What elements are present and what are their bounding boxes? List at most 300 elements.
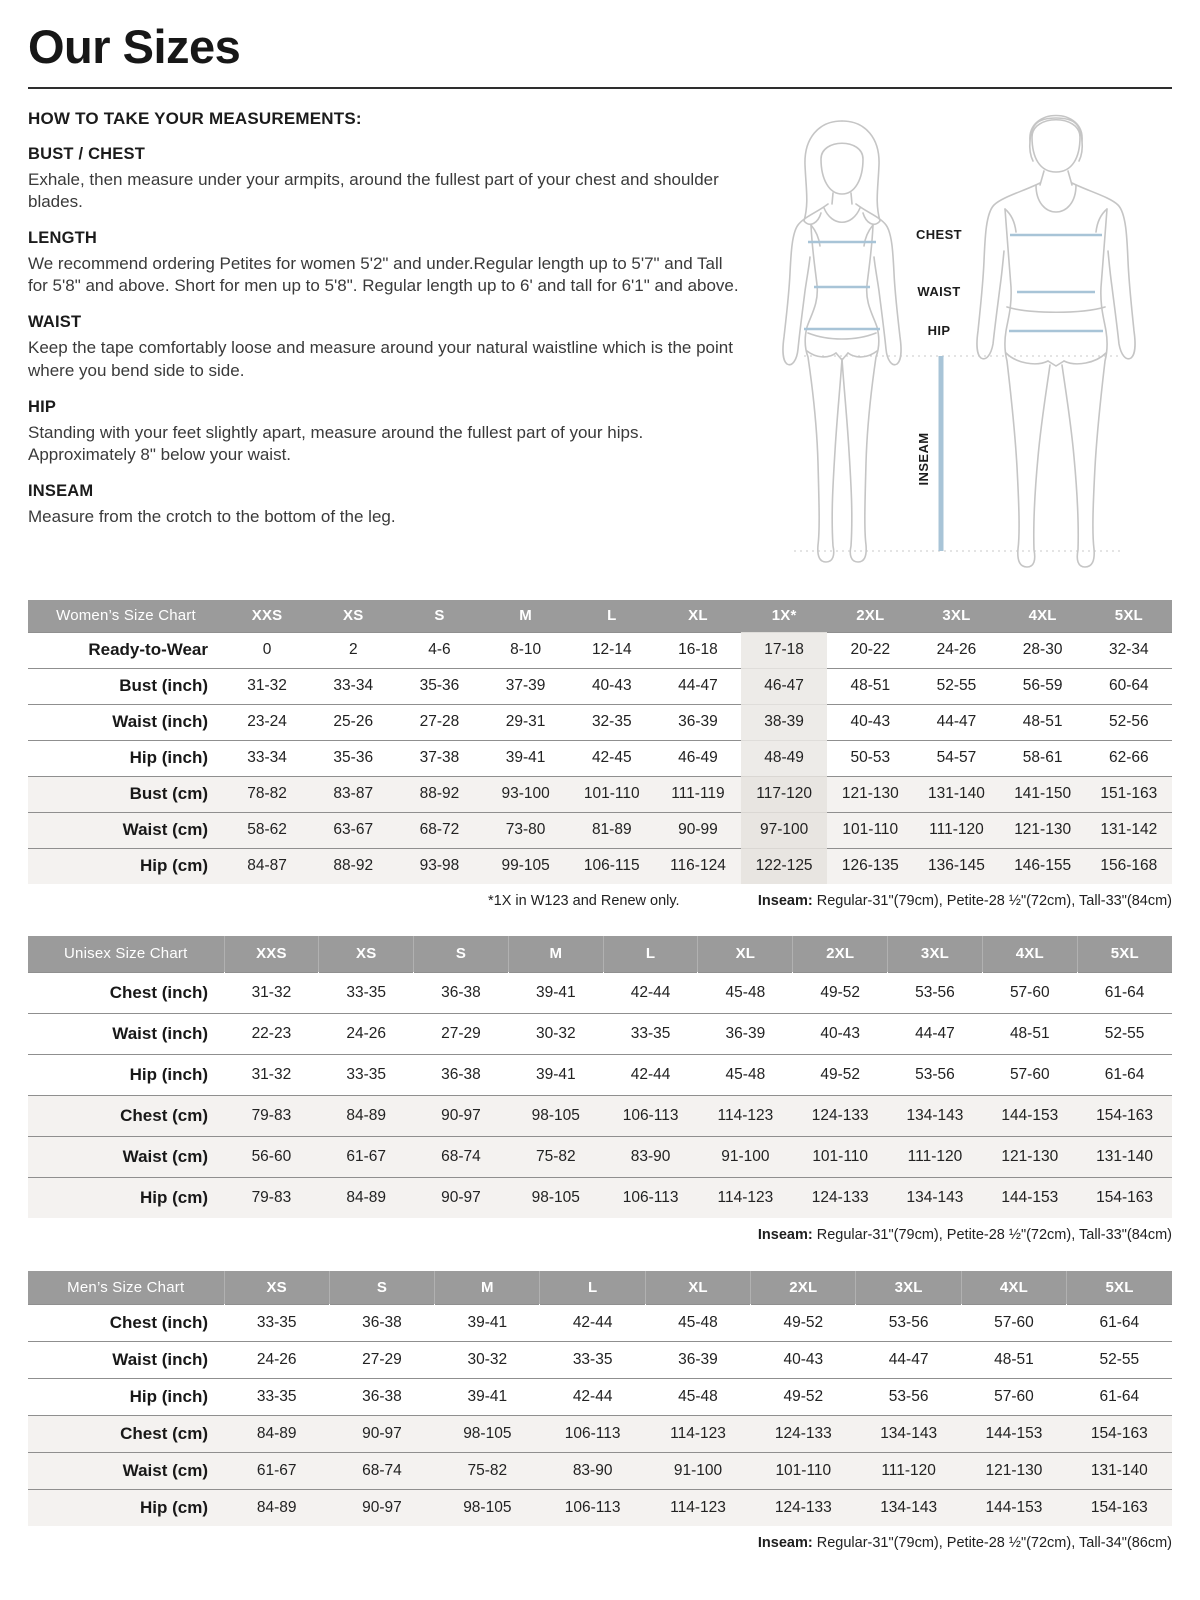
value-cell: 48-51 — [982, 1013, 1077, 1054]
table-header-row — [28, 600, 1172, 632]
value-cell: 84-89 — [224, 1489, 329, 1526]
value-cell: 4-6 — [396, 632, 482, 668]
value-cell: 73-80 — [483, 812, 569, 848]
row-label: Waist (inch) — [28, 704, 224, 740]
value-cell: 98-105 — [508, 1177, 603, 1218]
table-title: Women’s Size Chart — [28, 600, 224, 632]
value-cell: 35-36 — [396, 668, 482, 704]
value-cell: 81-89 — [569, 812, 655, 848]
section-title: WAIST — [28, 313, 82, 332]
row-label: Chest (inch) — [28, 972, 224, 1013]
value-cell: 42-45 — [569, 740, 655, 776]
value-cell: 42-44 — [540, 1304, 645, 1341]
value-cell: 56-60 — [224, 1136, 319, 1177]
mens-size-chart-table — [28, 1271, 1172, 1526]
value-cell: 154-163 — [1067, 1489, 1172, 1526]
value-cell: 114-123 — [645, 1489, 750, 1526]
value-cell: 33-35 — [224, 1378, 329, 1415]
value-cell: 37-38 — [396, 740, 482, 776]
value-cell: 24-26 — [224, 1341, 329, 1378]
value-cell: 90-99 — [655, 812, 741, 848]
value-cell: 29-31 — [483, 704, 569, 740]
row-label: Bust (inch) — [28, 668, 224, 704]
value-cell: 39-41 — [435, 1378, 540, 1415]
value-cell: 144-153 — [982, 1095, 1077, 1136]
value-cell: 83-87 — [310, 776, 396, 812]
table-row — [28, 1054, 1172, 1095]
value-cell: 24-26 — [913, 632, 999, 668]
value-cell: 49-52 — [793, 1054, 888, 1095]
value-cell: 53-56 — [856, 1378, 961, 1415]
value-cell: 12-14 — [569, 632, 655, 668]
row-label: Hip (cm) — [28, 848, 224, 884]
size-column-header: L — [540, 1271, 645, 1304]
value-cell: 40-43 — [827, 704, 913, 740]
instruction-section-waist — [28, 313, 740, 381]
table-row — [28, 632, 1172, 668]
table-row — [28, 1378, 1172, 1415]
value-cell: 93-98 — [396, 848, 482, 884]
size-column-header: XXS — [224, 936, 319, 972]
size-column-header: 4XL — [961, 1271, 1066, 1304]
value-cell: 33-34 — [310, 668, 396, 704]
value-cell: 134-143 — [888, 1177, 983, 1218]
value-cell: 48-51 — [1000, 704, 1086, 740]
value-cell: 124-133 — [793, 1095, 888, 1136]
value-cell: 114-123 — [698, 1095, 793, 1136]
section-body: Standing with your feet slightly apart, measure around the fullest part of your hips. Approximately 8" below your waist. — [28, 422, 644, 464]
table-row — [28, 776, 1172, 812]
value-cell: 31-32 — [224, 972, 319, 1013]
value-cell: 98-105 — [435, 1415, 540, 1452]
row-label: Bust (cm) — [28, 776, 224, 812]
row-label: Chest (cm) — [28, 1415, 224, 1452]
value-cell: 45-48 — [645, 1304, 750, 1341]
value-cell: 52-55 — [1077, 1013, 1172, 1054]
value-cell: 111-120 — [856, 1452, 961, 1489]
value-cell: 101-110 — [751, 1452, 856, 1489]
value-cell: 144-153 — [961, 1415, 1066, 1452]
value-cell: 20-22 — [827, 632, 913, 668]
value-cell: 78-82 — [224, 776, 310, 812]
value-cell: 106-113 — [603, 1095, 698, 1136]
value-cell: 93-100 — [483, 776, 569, 812]
value-cell: 68-74 — [414, 1136, 509, 1177]
table-title: Men’s Size Chart — [28, 1271, 224, 1304]
size-column-header: 4XL — [1000, 600, 1086, 632]
value-cell: 33-35 — [603, 1013, 698, 1054]
value-cell: 57-60 — [961, 1378, 1066, 1415]
value-cell: 122-125 — [741, 848, 827, 884]
waist-label: WAIST — [917, 284, 961, 300]
size-column-header: 4XL — [982, 936, 1077, 972]
size-column-header: 5XL — [1077, 936, 1172, 972]
value-cell: 124-133 — [751, 1415, 856, 1452]
section-title: HIP — [28, 397, 57, 416]
instruction-section-bust-chest — [28, 145, 740, 213]
value-cell: 84-89 — [224, 1415, 329, 1452]
value-cell: 98-105 — [508, 1095, 603, 1136]
female-figure-outline — [783, 121, 901, 562]
section-title: INSEAM — [28, 481, 94, 500]
section-title: LENGTH — [28, 229, 98, 248]
body-diagram-svg — [748, 101, 1172, 579]
value-cell: 24-26 — [319, 1013, 414, 1054]
value-cell: 116-124 — [655, 848, 741, 884]
value-cell: 28-30 — [1000, 632, 1086, 668]
value-cell: 42-44 — [540, 1378, 645, 1415]
value-cell: 56-59 — [1000, 668, 1086, 704]
value-cell: 121-130 — [961, 1452, 1066, 1489]
value-cell: 57-60 — [982, 1054, 1077, 1095]
value-cell: 52-56 — [1086, 704, 1172, 740]
value-cell: 60-64 — [1086, 668, 1172, 704]
value-cell: 36-39 — [645, 1341, 750, 1378]
value-cell: 33-35 — [540, 1341, 645, 1378]
value-cell: 49-52 — [751, 1378, 856, 1415]
size-column-header: S — [414, 936, 509, 972]
value-cell: 32-35 — [569, 704, 655, 740]
table-row — [28, 972, 1172, 1013]
value-cell: 33-35 — [224, 1304, 329, 1341]
value-cell: 121-130 — [1000, 812, 1086, 848]
value-cell: 31-32 — [224, 668, 310, 704]
value-cell: 54-57 — [913, 740, 999, 776]
value-cell: 97-100 — [741, 812, 827, 848]
value-cell: 38-39 — [741, 704, 827, 740]
value-cell: 27-29 — [414, 1013, 509, 1054]
value-cell: 99-105 — [483, 848, 569, 884]
size-column-header: XXS — [224, 600, 310, 632]
value-cell: 61-67 — [224, 1452, 329, 1489]
measurement-instructions — [28, 109, 740, 528]
footnote-inseam: Inseam: Regular-31"(79cm), Petite-28 ½"(72cm), Tall-34"(86cm) — [757, 1535, 1172, 1552]
value-cell: 25-26 — [310, 704, 396, 740]
table-row — [28, 1341, 1172, 1378]
size-column-header: 3XL — [888, 936, 983, 972]
instruction-section-length — [28, 229, 740, 297]
value-cell: 44-47 — [913, 704, 999, 740]
value-cell: 39-41 — [435, 1304, 540, 1341]
value-cell: 40-43 — [793, 1013, 888, 1054]
value-cell: 68-74 — [329, 1452, 434, 1489]
value-cell: 36-39 — [698, 1013, 793, 1054]
value-cell: 141-150 — [1000, 776, 1086, 812]
value-cell: 131-140 — [1067, 1452, 1172, 1489]
value-cell: 98-105 — [435, 1489, 540, 1526]
value-cell: 131-140 — [1077, 1136, 1172, 1177]
row-label: Hip (inch) — [28, 1378, 224, 1415]
value-cell: 39-41 — [483, 740, 569, 776]
value-cell: 45-48 — [645, 1378, 750, 1415]
footnote-asterisk: *1X in W123 and Renew only. — [488, 893, 680, 910]
unisex-size-chart — [28, 936, 1172, 1243]
value-cell: 58-61 — [1000, 740, 1086, 776]
value-cell: 61-64 — [1077, 972, 1172, 1013]
value-cell: 63-67 — [310, 812, 396, 848]
mens-size-chart — [28, 1271, 1172, 1551]
size-column-header: 5XL — [1067, 1271, 1172, 1304]
table-row — [28, 1095, 1172, 1136]
table-row — [28, 668, 1172, 704]
table-header-row — [28, 936, 1172, 972]
instruction-section-inseam — [28, 482, 740, 528]
value-cell: 31-32 — [224, 1054, 319, 1095]
value-cell: 57-60 — [982, 972, 1077, 1013]
value-cell: 61-64 — [1077, 1054, 1172, 1095]
value-cell: 33-34 — [224, 740, 310, 776]
value-cell: 117-120 — [741, 776, 827, 812]
hip-label: HIP — [927, 323, 951, 339]
section-body: Exhale, then measure under your armpits, around the fullest part of your chest and shoulder blades. — [28, 170, 719, 212]
value-cell: 42-44 — [603, 972, 698, 1013]
value-cell: 27-29 — [329, 1341, 434, 1378]
row-label: Waist (inch) — [28, 1013, 224, 1054]
value-cell: 131-140 — [913, 776, 999, 812]
size-column-header: S — [329, 1271, 434, 1304]
table-header-row — [28, 1271, 1172, 1304]
value-cell: 49-52 — [793, 972, 888, 1013]
row-label: Chest (cm) — [28, 1095, 224, 1136]
value-cell: 101-110 — [569, 776, 655, 812]
value-cell: 40-43 — [569, 668, 655, 704]
size-column-header: L — [603, 936, 698, 972]
value-cell: 106-115 — [569, 848, 655, 884]
value-cell: 36-38 — [414, 972, 509, 1013]
value-cell: 33-35 — [319, 1054, 414, 1095]
value-cell: 57-60 — [961, 1304, 1066, 1341]
value-cell: 30-32 — [435, 1341, 540, 1378]
size-column-header: M — [483, 600, 569, 632]
value-cell: 90-97 — [414, 1177, 509, 1218]
section-title: BUST / CHEST — [28, 145, 145, 164]
value-cell: 114-123 — [698, 1177, 793, 1218]
value-cell: 144-153 — [961, 1489, 1066, 1526]
size-column-header: S — [396, 600, 482, 632]
value-cell: 40-43 — [751, 1341, 856, 1378]
value-cell: 131-142 — [1086, 812, 1172, 848]
value-cell: 53-56 — [888, 1054, 983, 1095]
section-body: We recommend ordering Petites for women 5'2" and under.Regular length up to 5'7" and Tall for 5'8" and above. Short for men up to 5'8". Regular length up to 6' and tall for 6'1" and above. — [28, 254, 739, 296]
value-cell: 79-83 — [224, 1095, 319, 1136]
value-cell: 17-18 — [741, 632, 827, 668]
size-column-header: 3XL — [856, 1271, 961, 1304]
value-cell: 83-90 — [603, 1136, 698, 1177]
value-cell: 124-133 — [751, 1489, 856, 1526]
table-row — [28, 812, 1172, 848]
size-column-header: 2XL — [827, 600, 913, 632]
value-cell: 79-83 — [224, 1177, 319, 1218]
value-cell: 52-55 — [1067, 1341, 1172, 1378]
value-cell: 106-113 — [540, 1489, 645, 1526]
value-cell: 134-143 — [856, 1489, 961, 1526]
value-cell: 62-66 — [1086, 740, 1172, 776]
size-column-header: 1X* — [741, 600, 827, 632]
size-column-header: M — [435, 1271, 540, 1304]
value-cell: 106-113 — [603, 1177, 698, 1218]
value-cell: 36-38 — [414, 1054, 509, 1095]
row-label: Hip (cm) — [28, 1489, 224, 1526]
row-label: Hip (inch) — [28, 1054, 224, 1095]
footnote-inseam: Inseam: Regular-31"(79cm), Petite-28 ½"(72cm), Tall-33"(84cm) — [757, 1227, 1172, 1244]
value-cell: 111-119 — [655, 776, 741, 812]
value-cell: 61-64 — [1067, 1378, 1172, 1415]
womens-size-chart — [28, 600, 1172, 909]
row-label: Hip (cm) — [28, 1177, 224, 1218]
size-column-header: L — [569, 600, 655, 632]
value-cell: 30-32 — [508, 1013, 603, 1054]
value-cell: 88-92 — [396, 776, 482, 812]
value-cell: 90-97 — [414, 1095, 509, 1136]
size-column-header: 5XL — [1086, 600, 1172, 632]
size-column-header: XL — [698, 936, 793, 972]
value-cell: 44-47 — [888, 1013, 983, 1054]
value-cell: 45-48 — [698, 972, 793, 1013]
value-cell: 50-53 — [827, 740, 913, 776]
value-cell: 156-168 — [1086, 848, 1172, 884]
size-column-header: 2XL — [793, 936, 888, 972]
size-column-header: XL — [645, 1271, 750, 1304]
size-tables — [28, 600, 1172, 1551]
value-cell: 44-47 — [655, 668, 741, 704]
section-body: Keep the tape comfortably loose and measure around your natural waistline which is the point where you bend side to side. — [28, 338, 733, 380]
table-title: Unisex Size Chart — [28, 936, 224, 972]
value-cell: 124-133 — [793, 1177, 888, 1218]
value-cell: 136-145 — [913, 848, 999, 884]
value-cell: 27-28 — [396, 704, 482, 740]
value-cell: 114-123 — [645, 1415, 750, 1452]
row-label: Waist (cm) — [28, 812, 224, 848]
value-cell: 154-163 — [1077, 1095, 1172, 1136]
value-cell: 84-89 — [319, 1177, 414, 1218]
value-cell: 111-120 — [913, 812, 999, 848]
table-row — [28, 1304, 1172, 1341]
title-divider — [28, 87, 1172, 89]
value-cell: 33-35 — [319, 972, 414, 1013]
table-footnotes — [28, 1535, 1172, 1551]
value-cell: 75-82 — [435, 1452, 540, 1489]
inseam-label: INSEAM — [916, 432, 931, 486]
chest-label: CHEST — [915, 227, 963, 243]
value-cell: 35-36 — [310, 740, 396, 776]
value-cell: 8-10 — [483, 632, 569, 668]
unisex-size-chart-table — [28, 936, 1172, 1218]
row-label: Ready-to-Wear — [28, 632, 224, 668]
value-cell: 101-110 — [827, 812, 913, 848]
value-cell: 53-56 — [888, 972, 983, 1013]
value-cell: 32-34 — [1086, 632, 1172, 668]
womens-size-chart-table — [28, 600, 1172, 884]
value-cell: 90-97 — [329, 1415, 434, 1452]
value-cell: 45-48 — [698, 1054, 793, 1095]
size-column-header: M — [508, 936, 603, 972]
value-cell: 154-163 — [1067, 1415, 1172, 1452]
table-row — [28, 1489, 1172, 1526]
value-cell: 2 — [310, 632, 396, 668]
footnote-inseam: Inseam: Regular-31"(79cm), Petite-28 ½"(72cm), Tall-33"(84cm) — [757, 893, 1172, 910]
value-cell: 0 — [224, 632, 310, 668]
value-cell: 83-90 — [540, 1452, 645, 1489]
value-cell: 61-67 — [319, 1136, 414, 1177]
row-label: Chest (inch) — [28, 1304, 224, 1341]
measurement-guide-row — [28, 109, 1172, 579]
size-column-header: XS — [319, 936, 414, 972]
value-cell: 36-38 — [329, 1378, 434, 1415]
size-column-header: 3XL — [913, 600, 999, 632]
value-cell: 36-39 — [655, 704, 741, 740]
table-footnotes — [28, 893, 1172, 909]
row-label: Waist (inch) — [28, 1341, 224, 1378]
value-cell: 84-89 — [319, 1095, 414, 1136]
value-cell: 134-143 — [888, 1095, 983, 1136]
value-cell: 53-56 — [856, 1304, 961, 1341]
value-cell: 52-55 — [913, 668, 999, 704]
value-cell: 48-51 — [827, 668, 913, 704]
size-column-header: XS — [310, 600, 396, 632]
value-cell: 91-100 — [698, 1136, 793, 1177]
table-footnotes — [28, 1227, 1172, 1243]
value-cell: 48-49 — [741, 740, 827, 776]
value-cell: 46-47 — [741, 668, 827, 704]
table-row — [28, 1013, 1172, 1054]
value-cell: 121-130 — [827, 776, 913, 812]
value-cell: 90-97 — [329, 1489, 434, 1526]
table-row — [28, 1452, 1172, 1489]
page-title: Our Sizes — [28, 20, 241, 73]
value-cell: 88-92 — [310, 848, 396, 884]
value-cell: 61-64 — [1067, 1304, 1172, 1341]
instruction-section-hip — [28, 398, 740, 466]
value-cell: 16-18 — [655, 632, 741, 668]
value-cell: 84-87 — [224, 848, 310, 884]
value-cell: 151-163 — [1086, 776, 1172, 812]
table-row — [28, 1136, 1172, 1177]
value-cell: 42-44 — [603, 1054, 698, 1095]
value-cell: 111-120 — [888, 1136, 983, 1177]
value-cell: 121-130 — [982, 1136, 1077, 1177]
value-cell: 46-49 — [655, 740, 741, 776]
value-cell: 37-39 — [483, 668, 569, 704]
size-column-header: XS — [224, 1271, 329, 1304]
value-cell: 39-41 — [508, 972, 603, 1013]
value-cell: 144-153 — [982, 1177, 1077, 1218]
table-row — [28, 740, 1172, 776]
value-cell: 101-110 — [793, 1136, 888, 1177]
value-cell: 23-24 — [224, 704, 310, 740]
table-row — [28, 1177, 1172, 1218]
value-cell: 36-38 — [329, 1304, 434, 1341]
body-measurement-diagram — [748, 101, 1172, 579]
value-cell: 126-135 — [827, 848, 913, 884]
value-cell: 68-72 — [396, 812, 482, 848]
value-cell: 75-82 — [508, 1136, 603, 1177]
value-cell: 48-51 — [961, 1341, 1066, 1378]
table-row — [28, 1415, 1172, 1452]
value-cell: 91-100 — [645, 1452, 750, 1489]
row-label: Waist (cm) — [28, 1452, 224, 1489]
value-cell: 44-47 — [856, 1341, 961, 1378]
value-cell: 106-113 — [540, 1415, 645, 1452]
value-cell: 22-23 — [224, 1013, 319, 1054]
table-row — [28, 704, 1172, 740]
size-column-header: XL — [655, 600, 741, 632]
instructions-heading: HOW TO TAKE YOUR MEASUREMENTS: — [28, 109, 362, 129]
value-cell: 39-41 — [508, 1054, 603, 1095]
size-column-header: 2XL — [751, 1271, 856, 1304]
value-cell: 146-155 — [1000, 848, 1086, 884]
value-cell: 58-62 — [224, 812, 310, 848]
table-row — [28, 848, 1172, 884]
